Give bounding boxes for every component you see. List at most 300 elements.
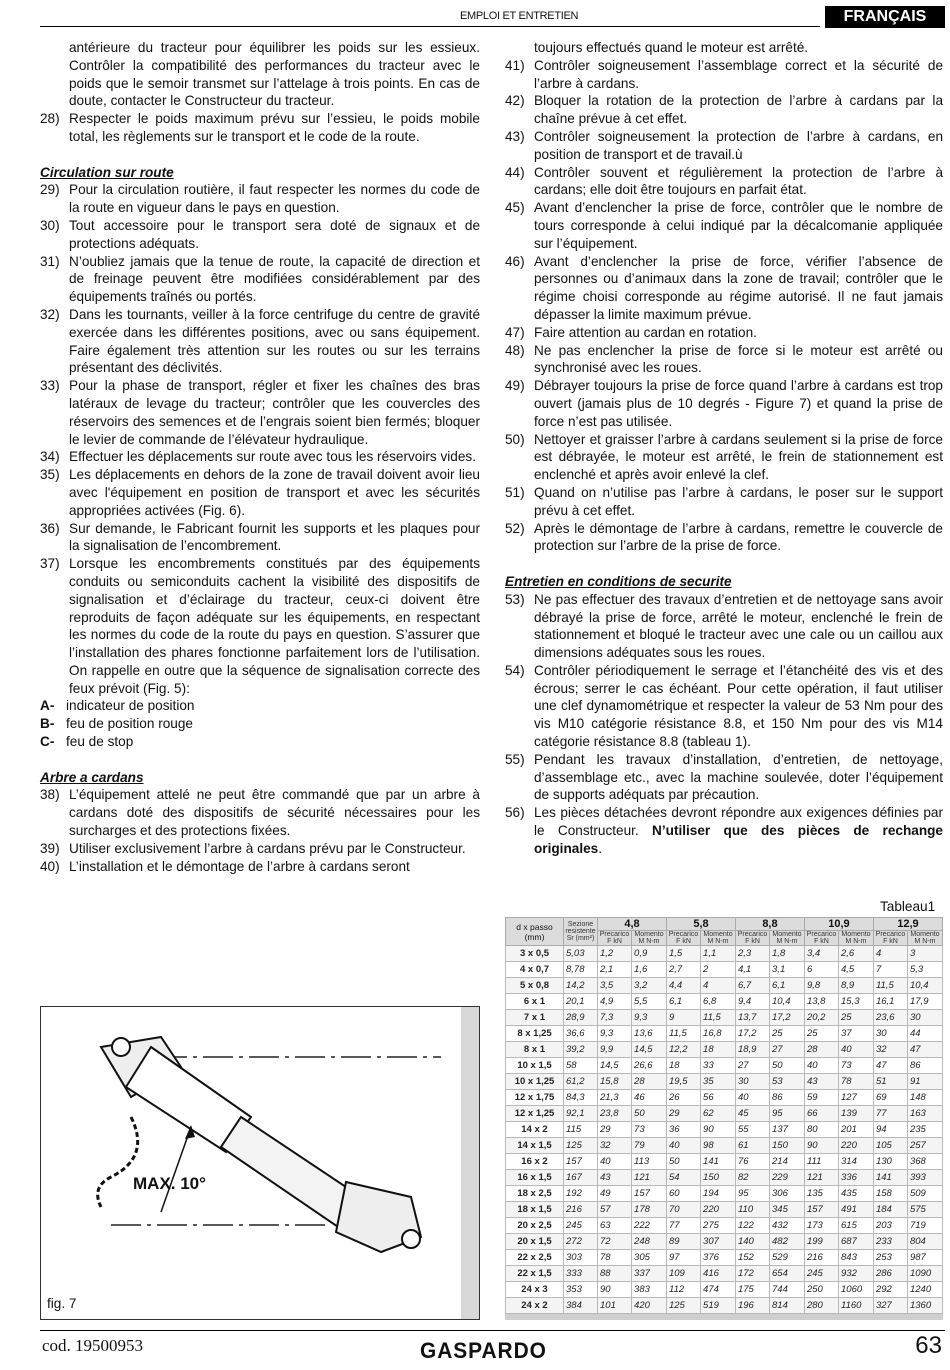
value-cell: 46 <box>632 1090 667 1106</box>
value-cell: 9 <box>666 1010 700 1026</box>
footer-rule <box>40 1330 945 1331</box>
table-row <box>506 1154 943 1170</box>
value-cell: 1090 <box>907 1266 942 1282</box>
value-cell: 327 <box>873 1298 907 1314</box>
value-cell: 17,2 <box>770 1010 805 1026</box>
value-cell: 305 <box>632 1250 667 1266</box>
value-cell: 101 <box>598 1298 632 1314</box>
value-cell: 4 <box>873 946 907 962</box>
value-cell: 77 <box>666 1218 700 1234</box>
thread-cell: 22 x 1,5 <box>506 1266 564 1282</box>
thread-cell: 4 x 0,7 <box>506 962 564 978</box>
table-row <box>506 1170 943 1186</box>
value-cell: 53 <box>770 1074 805 1090</box>
value-cell: 18 <box>666 1058 700 1074</box>
table-row <box>506 1074 943 1090</box>
table-caption: Tableau1 <box>880 899 936 914</box>
value-cell: 201 <box>839 1122 874 1138</box>
value-cell: 5,5 <box>632 994 667 1010</box>
value-cell: 40 <box>735 1090 769 1106</box>
value-cell: 245 <box>564 1218 598 1234</box>
value-cell: 27 <box>735 1058 769 1074</box>
value-cell: 10,4 <box>907 978 942 994</box>
value-cell: 45 <box>735 1106 769 1122</box>
value-cell: 28 <box>804 1042 838 1058</box>
value-cell: 303 <box>564 1250 598 1266</box>
value-cell: 39,2 <box>564 1042 598 1058</box>
value-cell: 43 <box>598 1170 632 1186</box>
value-cell: 105 <box>873 1138 907 1154</box>
list-item: 37) Lorsque les encombrements constitués par des équipements conduits ou semiconduits cachent la visibilité des dispositifs de signalisation et d’éclairage du tracteur, ceux-ci doivent être reproduits de façon adéquate sur les équipements, en respectant les normes du code de la route du pays en question. S’assurer que l’installation des phares fonctionne parfaitement lors de l’utilisation. On rappelle en outre que la séquence de signalisation correcte des feux prévoit (Fig. 5): <box>40 556 480 696</box>
value-cell: 8,78 <box>564 962 598 978</box>
value-cell: 148 <box>907 1090 942 1106</box>
value-cell: 122 <box>735 1218 769 1234</box>
value-cell: 57 <box>598 1202 632 1218</box>
value-cell: 4,1 <box>735 962 769 978</box>
value-cell: 141 <box>873 1170 907 1186</box>
cardan-shaft-drawing <box>41 1007 480 1320</box>
value-cell: 519 <box>701 1298 736 1314</box>
value-cell: 37 <box>839 1026 874 1042</box>
value-cell: 135 <box>804 1186 838 1202</box>
value-cell: 141 <box>701 1154 736 1170</box>
list-item: 48) Ne pas enclencher la prise de force si le moteur est arrêté ou synchronisé avec les roues. <box>505 342 943 376</box>
list-item: 36) Sur demande, le Fabricant fournit les supports et les plaques pour la signalisation de l’encombrement. <box>40 520 480 554</box>
value-cell: 9,8 <box>804 978 838 994</box>
value-cell: 4,4 <box>666 978 700 994</box>
list-item: 41) Contrôler soigneusement l’assemblage correct et la sécurité de l’arbre à cardans. <box>505 57 943 91</box>
value-cell: 314 <box>839 1154 874 1170</box>
value-cell: 63 <box>598 1218 632 1234</box>
value-cell: 110 <box>735 1202 769 1218</box>
value-cell: 233 <box>873 1234 907 1250</box>
thread-cell: 22 x 2,5 <box>506 1250 564 1266</box>
value-cell: 125 <box>666 1298 700 1314</box>
page-header <box>40 6 945 32</box>
list-item: 31) N’oubliez jamais que la tenue de route, la capacité de direction et de freinage peuvent être modifiées considérablement par des équipements traînés ou portés. <box>40 253 480 305</box>
value-cell: 376 <box>701 1250 736 1266</box>
light-item: B- feu de position rouge <box>40 716 193 732</box>
value-cell: 51 <box>873 1074 907 1090</box>
value-cell: 9,9 <box>598 1042 632 1058</box>
section-heading-road: Circulation sur route <box>40 164 174 180</box>
thread-cell: 8 x 1,25 <box>506 1026 564 1042</box>
value-cell: 157 <box>632 1186 667 1202</box>
value-cell: 91 <box>907 1074 942 1090</box>
value-cell: 32 <box>873 1042 907 1058</box>
value-cell: 89 <box>666 1234 700 1250</box>
value-cell: 86 <box>907 1058 942 1074</box>
value-cell: 1,6 <box>632 962 667 978</box>
sub-header-preload: Precarico F kN <box>666 931 700 946</box>
value-cell: 28 <box>632 1074 667 1090</box>
value-cell: 8,9 <box>839 978 874 994</box>
value-cell: 1160 <box>839 1298 874 1314</box>
value-cell: 25 <box>804 1026 838 1042</box>
value-cell: 432 <box>770 1218 805 1234</box>
value-cell: 7,3 <box>598 1010 632 1026</box>
value-cell: 36,6 <box>564 1026 598 1042</box>
value-cell: 56 <box>701 1090 736 1106</box>
list-item: 28) Respecter le poids maximum prévu sur l’essieu, le poids mobile total, les règlements sur le transport et le code de la route. <box>40 111 480 144</box>
value-cell: 23,8 <box>598 1106 632 1122</box>
value-cell: 257 <box>907 1138 942 1154</box>
table-row <box>506 994 943 1010</box>
table-row <box>506 1138 943 1154</box>
value-cell: 40 <box>666 1138 700 1154</box>
value-cell: 30 <box>873 1026 907 1042</box>
value-cell: 14,5 <box>598 1058 632 1074</box>
value-cell: 194 <box>701 1186 736 1202</box>
value-cell: 98 <box>701 1138 736 1154</box>
thread-cell: 14 x 1,5 <box>506 1138 564 1154</box>
value-cell: 368 <box>907 1154 942 1170</box>
value-cell: 7 <box>873 962 907 978</box>
table-row <box>506 1234 943 1250</box>
value-cell: 61 <box>735 1138 769 1154</box>
value-cell: 4,9 <box>598 994 632 1010</box>
value-cell: 253 <box>873 1250 907 1266</box>
value-cell: 11,5 <box>873 978 907 994</box>
value-cell: 214 <box>770 1154 805 1170</box>
table-row <box>506 1010 943 1026</box>
value-cell: 2,3 <box>735 946 769 962</box>
value-cell: 157 <box>564 1154 598 1170</box>
list-item: 52) Après le démontage de l’arbre à cardans, remettre le couvercle de protection sur l’arbre de la prise de force. <box>505 520 943 554</box>
value-cell: 33 <box>701 1058 736 1074</box>
value-cell: 6,7 <box>735 978 769 994</box>
value-cell: 337 <box>632 1266 667 1282</box>
value-cell: 150 <box>770 1138 805 1154</box>
table-row <box>506 1122 943 1138</box>
max-angle-label: MAX. 10° <box>133 1174 206 1193</box>
list-item: 33) Pour la phase de transport, régler et fixer les chaînes des bras latéraux de levage du tracteur; contrôler que les couvercles des réservoirs des semences et de l’engrais soient bien fermés; bloquer le levier de commande de l’élévateur hydraulique. <box>40 378 480 447</box>
thread-cell: 6 x 1 <box>506 994 564 1010</box>
table-row <box>506 1250 943 1266</box>
value-cell: 6,8 <box>701 994 736 1010</box>
value-cell: 121 <box>632 1170 667 1186</box>
value-cell: 73 <box>632 1122 667 1138</box>
torque-table-box <box>505 917 943 1320</box>
value-cell: 286 <box>873 1266 907 1282</box>
value-cell: 20,1 <box>564 994 598 1010</box>
value-cell: 615 <box>839 1218 874 1234</box>
value-cell: 9,3 <box>632 1010 667 1026</box>
sub-header-torque: Momento M N-m <box>839 931 874 946</box>
value-cell: 435 <box>839 1186 874 1202</box>
list-item: 30) Tout accessoire pour le transport sera doté de signaux et de protections adéquats. <box>40 217 480 251</box>
value-cell: 69 <box>873 1090 907 1106</box>
value-cell: 157 <box>804 1202 838 1218</box>
value-cell: 178 <box>632 1202 667 1218</box>
value-cell: 744 <box>770 1282 805 1298</box>
thread-cell: 24 x 3 <box>506 1282 564 1298</box>
table-row <box>506 1058 943 1074</box>
table-row <box>506 1042 943 1058</box>
sub-header-preload: Precarico F kN <box>598 931 632 946</box>
document-code: cod. 19500953 <box>42 1336 144 1355</box>
table-row <box>506 946 943 962</box>
value-cell: 932 <box>839 1266 874 1282</box>
value-cell: 73 <box>839 1058 874 1074</box>
value-cell: 94 <box>873 1122 907 1138</box>
value-cell: 49 <box>598 1186 632 1202</box>
continued-text: antérieure du tracteur pour équilibrer les poids sur les essieux. Contrôler la compatibilité des performances du tracteur avec le poids que le semoir transmet sur l’attelage à trois points. En cas de doute, contacter le Constructeur du tracteur. <box>69 40 480 109</box>
value-cell: 27 <box>770 1042 805 1058</box>
value-cell: 72 <box>598 1234 632 1250</box>
class-header: 12,9 <box>873 918 942 931</box>
value-cell: 1,5 <box>666 946 700 962</box>
value-cell: 61,2 <box>564 1074 598 1090</box>
thread-cell: 24 x 2 <box>506 1298 564 1314</box>
original-parts-note: N’utiliser que des pièces de rechange originales <box>534 823 943 856</box>
value-cell: 25 <box>839 1010 874 1026</box>
list-item: 39) Utiliser exclusivement l’arbre à cardans prévu par le Constructeur. <box>40 840 466 856</box>
value-cell: 88 <box>598 1266 632 1282</box>
value-cell: 150 <box>701 1170 736 1186</box>
table-row <box>506 978 943 994</box>
value-cell: 127 <box>839 1090 874 1106</box>
value-cell: 336 <box>839 1170 874 1186</box>
value-cell: 112 <box>666 1282 700 1298</box>
list-item: 40) L’installation et le démontage de l’arbre à cardans seront <box>40 858 410 874</box>
light-item: A- indicateur de position <box>40 698 195 714</box>
value-cell: 40 <box>804 1058 838 1074</box>
value-cell: 199 <box>804 1234 838 1250</box>
thread-cell: 10 x 1,25 <box>506 1074 564 1090</box>
value-cell: 90 <box>701 1122 736 1138</box>
header-rule <box>40 26 820 27</box>
value-cell: 3,1 <box>770 962 805 978</box>
value-cell: 82 <box>735 1170 769 1186</box>
value-cell: 86 <box>770 1090 805 1106</box>
thread-cell: 20 x 2,5 <box>506 1218 564 1234</box>
thread-cell: 8 x 1 <box>506 1042 564 1058</box>
value-cell: 1,2 <box>598 946 632 962</box>
value-cell: 5,03 <box>564 946 598 962</box>
value-cell: 292 <box>873 1282 907 1298</box>
value-cell: 50 <box>666 1154 700 1170</box>
value-cell: 804 <box>907 1234 942 1250</box>
list-item: 51) Quand on n’utilise pas l’arbre à cardans, le poser sur le support prévu à cet effet. <box>505 484 943 518</box>
value-cell: 30 <box>907 1010 942 1026</box>
list-item: 56) Les pièces détachées devront répondre aux exigences définies par le Constructeur. N’utiliser que des pièces de rechange originales. <box>505 805 943 856</box>
list-item: 49) Débrayer toujours la prise de force quand l’arbre à cardans est trop ouvert (jamais plus de 10 degrés - Figure 7) et quand la prise de force n’est pas utilisée. <box>505 378 943 429</box>
value-cell: 70 <box>666 1202 700 1218</box>
sub-header-preload: Precarico F kN <box>735 931 769 946</box>
value-cell: 6 <box>804 962 838 978</box>
value-cell: 220 <box>701 1202 736 1218</box>
value-cell: 192 <box>564 1186 598 1202</box>
value-cell: 54 <box>666 1170 700 1186</box>
value-cell: 9,4 <box>735 994 769 1010</box>
value-cell: 1360 <box>907 1298 942 1314</box>
value-cell: 60 <box>666 1186 700 1202</box>
value-cell: 15,8 <box>598 1074 632 1090</box>
value-cell: 95 <box>770 1106 805 1122</box>
value-cell: 19,5 <box>666 1074 700 1090</box>
thread-cell: 20 x 1,5 <box>506 1234 564 1250</box>
sub-header-torque: Momento M N-m <box>632 931 667 946</box>
value-cell: 121 <box>804 1170 838 1186</box>
value-cell: 29 <box>666 1106 700 1122</box>
table-row <box>506 1202 943 1218</box>
value-cell: 47 <box>873 1058 907 1074</box>
value-cell: 245 <box>804 1266 838 1282</box>
value-cell: 11,5 <box>701 1010 736 1026</box>
value-cell: 40 <box>598 1154 632 1170</box>
value-cell: 80 <box>804 1122 838 1138</box>
value-cell: 139 <box>839 1106 874 1122</box>
value-cell: 26,6 <box>632 1058 667 1074</box>
value-cell: 3,2 <box>632 978 667 994</box>
value-cell: 416 <box>701 1266 736 1282</box>
list-item: 35) Les déplacements en dehors de la zone de travail doivent avoir lieu avec l'équipement en position de transport et avec les sécurités appropriées activées (Fig. 6). <box>40 467 480 518</box>
value-cell: 13,8 <box>804 994 838 1010</box>
continued-text: toujours effectués quand le moteur est arrêté. <box>534 40 809 55</box>
value-cell: 6,1 <box>770 978 805 994</box>
value-cell: 20,2 <box>804 1010 838 1026</box>
value-cell: 383 <box>632 1282 667 1298</box>
value-cell: 280 <box>804 1298 838 1314</box>
class-header: 4,8 <box>598 918 667 931</box>
value-cell: 4,5 <box>839 962 874 978</box>
list-item: 43) Contrôler soigneusement la protection de l’arbre à cardans, en position de transport et de travail.ù <box>505 128 943 162</box>
value-cell: 59 <box>804 1090 838 1106</box>
value-cell: 222 <box>632 1218 667 1234</box>
value-cell: 13,7 <box>735 1010 769 1026</box>
value-cell: 333 <box>564 1266 598 1282</box>
list-item: 46) Avant d’enclencher la prise de force, vérifier l’absence de personnes ou d’animaux dans la zone de travail; contrôler que le régime choisi corresponde au régime autorisé. Il ne faut jamais dépasser la limite maximum prévue. <box>505 253 943 322</box>
value-cell: 58 <box>564 1058 598 1074</box>
value-cell: 275 <box>701 1218 736 1234</box>
value-cell: 78 <box>598 1250 632 1266</box>
value-cell: 687 <box>839 1234 874 1250</box>
table-row <box>506 1218 943 1234</box>
table-row <box>506 1266 943 1282</box>
list-item: 32) Dans les tournants, veiller à la force centrifuge du centre de gravité exercée dans les différentes positions, avec ou sans équipement. Faire également très attention sur les routes ou sur les terrains présentant des déclivités. <box>40 306 480 376</box>
value-cell: 3 <box>907 946 942 962</box>
list-item: 54) Contrôler périodiquement le serrage et l’étanchéité des vis et des écrous; serrer le cas échéant. Pour cette opération, il faut utiliser une clef dynamométrique et respecter la valeur de 53 Nm pour des vis M10 catégorie résistance 8.8, et 150 Nm pour des vis M14 catégorie résistance 8.8 (tableau 1). <box>505 662 943 750</box>
value-cell: 1,1 <box>701 946 736 962</box>
thread-cell: 7 x 1 <box>506 1010 564 1026</box>
value-cell: 184 <box>873 1202 907 1218</box>
sub-header-torque: Momento M N-m <box>701 931 736 946</box>
value-cell: 0,9 <box>632 946 667 962</box>
class-header: 8,8 <box>735 918 804 931</box>
value-cell: 216 <box>804 1250 838 1266</box>
value-cell: 420 <box>632 1298 667 1314</box>
value-cell: 220 <box>839 1138 874 1154</box>
value-cell: 29 <box>598 1122 632 1138</box>
value-cell: 15,3 <box>839 994 874 1010</box>
value-cell: 16,1 <box>873 994 907 1010</box>
value-cell: 235 <box>907 1122 942 1138</box>
list-item: 44) Contrôler souvent et régulièrement la protection de l’arbre à cardans; elle doit être toujours en parfait état. <box>505 164 943 198</box>
value-cell: 66 <box>804 1106 838 1122</box>
value-cell: 26 <box>666 1090 700 1106</box>
value-cell: 482 <box>770 1234 805 1250</box>
value-cell: 10,4 <box>770 994 805 1010</box>
value-cell: 173 <box>804 1218 838 1234</box>
list-item: 38) L’équipement attelé ne peut être commandé que par un arbre à cardans doté des dispositifs de sécurité nécessaires pour les surcharges et des protections fixées. <box>40 787 480 839</box>
sub-header-torque: Momento M N-m <box>907 931 942 946</box>
value-cell: 76 <box>735 1154 769 1170</box>
value-cell: 3,4 <box>804 946 838 962</box>
value-cell: 163 <box>907 1106 942 1122</box>
value-cell: 30 <box>735 1074 769 1090</box>
section-title: EMPLOI ET ENTRETIEN <box>460 10 579 22</box>
value-cell: 167 <box>564 1170 598 1186</box>
table-row <box>506 1026 943 1042</box>
value-cell: 491 <box>839 1202 874 1218</box>
value-cell: 307 <box>701 1234 736 1250</box>
value-cell: 814 <box>770 1298 805 1314</box>
figure-7 <box>40 1006 480 1320</box>
value-cell: 97 <box>666 1250 700 1266</box>
brand-logo: GASPARDO <box>420 1338 547 1363</box>
class-header: 10,9 <box>804 918 873 931</box>
value-cell: 272 <box>564 1234 598 1250</box>
value-cell: 140 <box>735 1234 769 1250</box>
list-item: 50) Nettoyer et graisser l’arbre à cardans seulement si la prise de force est débrayée, le moteur est arrêté, le frein de stationnement est enclenché et après avoir enlevé la clef. <box>505 431 943 483</box>
figure-shade <box>461 1007 480 1320</box>
value-cell: 654 <box>770 1266 805 1282</box>
value-cell: 393 <box>907 1170 942 1186</box>
value-cell: 35 <box>701 1074 736 1090</box>
value-cell: 21,3 <box>598 1090 632 1106</box>
value-cell: 16,8 <box>701 1026 736 1042</box>
value-cell: 109 <box>666 1266 700 1282</box>
value-cell: 43 <box>804 1074 838 1090</box>
thread-cell: 18 x 1,5 <box>506 1202 564 1218</box>
value-cell: 125 <box>564 1138 598 1154</box>
value-cell: 23,6 <box>873 1010 907 1026</box>
thread-cell: 18 x 2,5 <box>506 1186 564 1202</box>
value-cell: 32 <box>598 1138 632 1154</box>
value-cell: 306 <box>770 1186 805 1202</box>
list-item: 53) Ne pas effectuer des travaux d’entretien et de nettoyage sans avoir débrayé la prise de force, arrêté le moteur, enclenché le frein de stationnement et bloqué le tracteur avec une cale ou un caillou aux dimensions adéquates sous les roues. <box>505 591 943 661</box>
value-cell: 79 <box>632 1138 667 1154</box>
thread-cell: 3 x 0,5 <box>506 946 564 962</box>
language-badge: FRANÇAIS <box>825 6 945 28</box>
value-cell: 529 <box>770 1250 805 1266</box>
value-cell: 248 <box>632 1234 667 1250</box>
table-row <box>506 1090 943 1106</box>
column-header-thread: d x passo (mm) <box>506 918 564 946</box>
thread-cell: 10 x 1,5 <box>506 1058 564 1074</box>
value-cell: 62 <box>701 1106 736 1122</box>
value-cell: 40 <box>839 1042 874 1058</box>
value-cell: 509 <box>907 1186 942 1202</box>
value-cell: 18 <box>701 1042 736 1058</box>
value-cell: 77 <box>873 1106 907 1122</box>
value-cell: 115 <box>564 1122 598 1138</box>
figure-caption: fig. 7 <box>47 1296 77 1311</box>
value-cell: 92,1 <box>564 1106 598 1122</box>
value-cell: 353 <box>564 1282 598 1298</box>
sub-header-torque: Momento M N-m <box>770 931 805 946</box>
thread-cell: 16 x 1,5 <box>506 1170 564 1186</box>
value-cell: 250 <box>804 1282 838 1298</box>
value-cell: 14,2 <box>564 978 598 994</box>
sub-header-preload: Precarico F kN <box>804 931 838 946</box>
value-cell: 95 <box>735 1186 769 1202</box>
value-cell: 2 <box>701 962 736 978</box>
value-cell: 175 <box>735 1282 769 1298</box>
right-column <box>505 39 943 858</box>
value-cell: 5,3 <box>907 962 942 978</box>
